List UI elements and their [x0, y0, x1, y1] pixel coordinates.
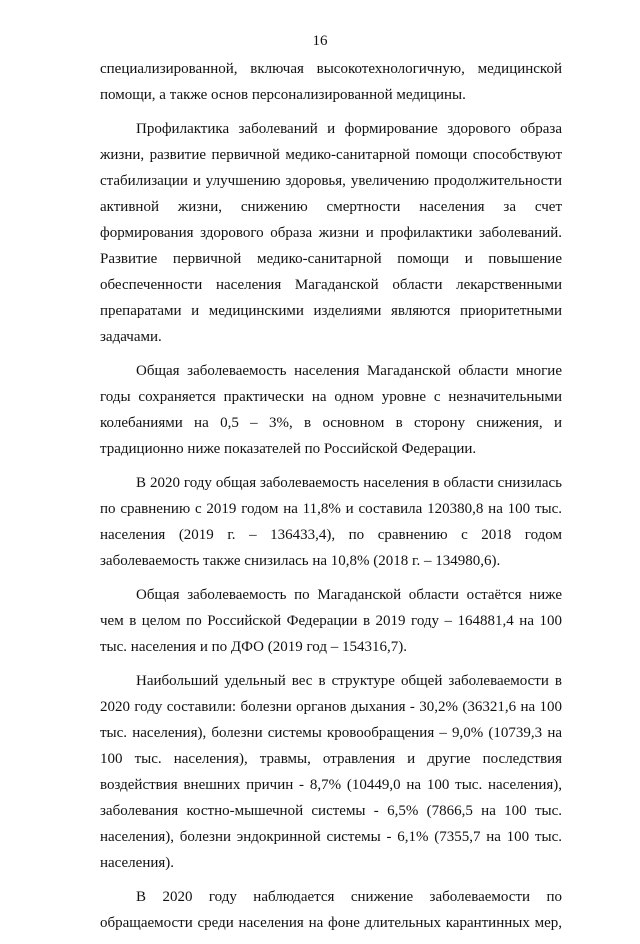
paragraph-3: Общая заболеваемость населения Магаданской области многие годы сохраняется практически на одном уровне с незначительными колебаниями на 0,5 – 3%, в основном в сторону снижения, и традиционно ниже показателей по Российской Федерации. [100, 363, 562, 457]
paragraph-6: Наибольший удельный вес в структуре общей заболеваемости в 2020 году составили: болезни органов дыхания - 30,2% (36321,6 на 100 тыс. населения), болезни системы кровообращения – 9,0% (10739,3 на 100 тыс. населения), травмы, отравления и другие последствия воздействия внешних причин - 8,7% (10449,0 на 100 тыс. населения), заболевания костно-мышечной системы - 6,5% (7866,5 на 100 тыс. населения), болезни эндокринной системы - 6,1% (7355,7 на 100 тыс. населения). [100, 673, 562, 871]
paragraph-7: В 2020 году наблюдается снижение заболеваемости по обращаемости среди населения на фоне длительных карантинных мер, [100, 889, 562, 931]
paragraph-4: В 2020 году общая заболеваемость населения в области снизилась по сравнению с 2019 годом на 11,8% и составила 120380,8 на 100 тыс. населения (2019 г. – 136433,4), по сравнению с 2018 годом заболеваемость также снизилась на 10,8% (2018 г. – 134980,6). [100, 475, 562, 569]
document-body [100, 56, 562, 944]
paragraph-5: Общая заболеваемость по Магаданской области остаётся ниже чем в целом по Российской Федерации в 2019 году – 164881,4 на 100 тыс. населения и по ДФО (2019 год – 154316,7). [100, 587, 562, 655]
paragraph-1: специализированной, включая высокотехнологичную, медицинской помощи, а также основ персонализированной медицины. [100, 61, 562, 103]
page-number: 16 [312, 33, 328, 49]
paragraph-2: Профилактика заболеваний и формирование здорового образа жизни, развитие первичной медико-санитарной помощи способствуют стабилизации и улучшению здоровья, увеличению продолжительности активной жизни, снижению смертности населения за счет формирования здорового образа жизни и профилактики заболеваний. Развитие первичной медико-санитарной помощи и повышение обеспеченности населения Магаданской области лекарственными препаратами и медицинскими изделиями являются приоритетными задачами. [100, 121, 562, 345]
